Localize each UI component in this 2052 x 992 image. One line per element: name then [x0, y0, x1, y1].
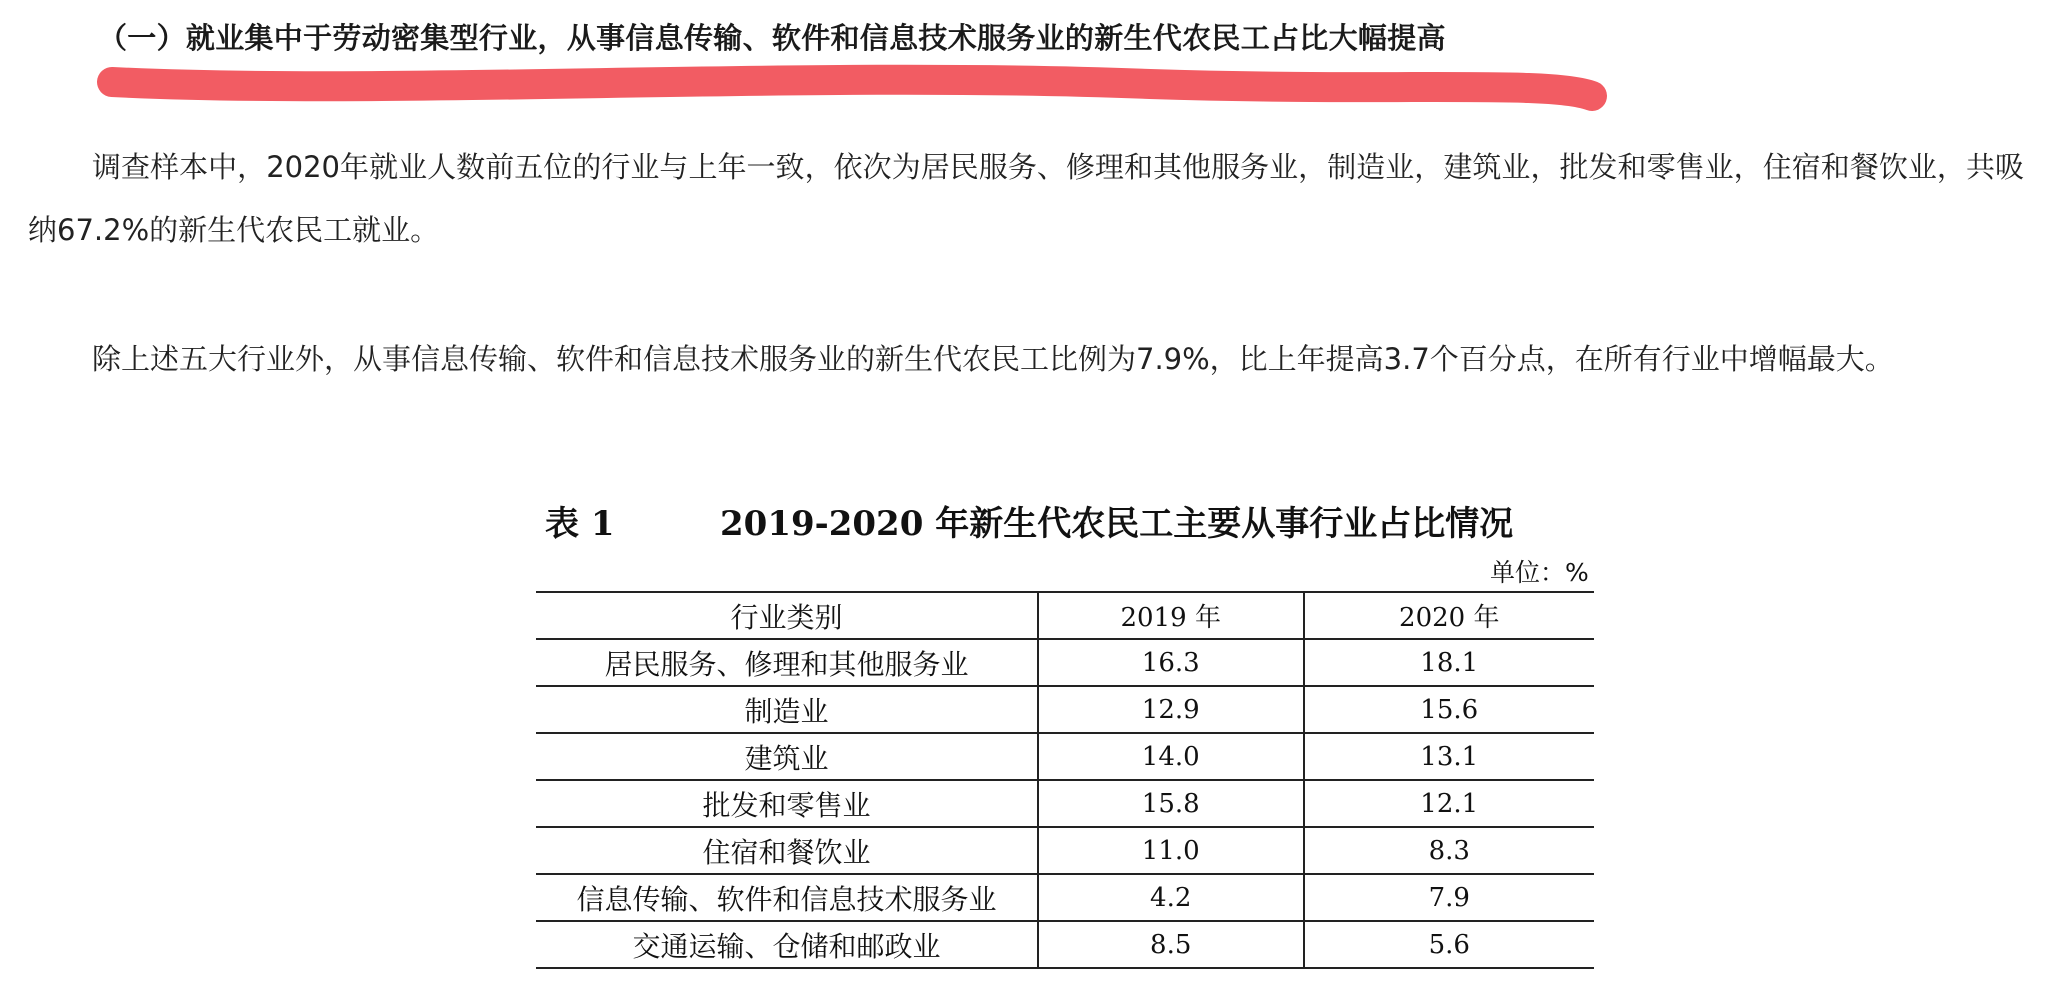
table-row	[536, 686, 1594, 733]
value-2020: 13.1	[1304, 733, 1595, 780]
table-row	[536, 827, 1594, 874]
industry-share-table	[536, 591, 1594, 969]
value-2019: 11.0	[1038, 827, 1304, 874]
header-2019: 2019 年	[1038, 592, 1304, 639]
table-caption: 2019-2020 年新生代农民工主要从事行业占比情况	[720, 504, 1514, 544]
value-2020: 18.1	[1304, 639, 1595, 686]
industry-name: 交通运输、仓储和邮政业	[632, 929, 941, 963]
industry-name: 制造业	[744, 694, 829, 728]
table-unit: 单位：%	[1490, 558, 1589, 587]
value-2019: 14.0	[1038, 733, 1304, 780]
value-2020: 7.9	[1304, 874, 1595, 921]
value-2019: 8.5	[1038, 921, 1304, 968]
value-2019: 4.2	[1038, 874, 1304, 921]
value-2020: 5.6	[1304, 921, 1595, 968]
value-2019: 16.3	[1038, 639, 1304, 686]
industry-name: 居民服务、修理和其他服务业	[604, 647, 969, 681]
table-row	[536, 874, 1594, 921]
section-heading: （一）就业集中于劳动密集型行业，从事信息传输、软件和信息技术服务业的新生代农民工占比大幅提高	[98, 21, 1446, 55]
table-row	[536, 733, 1594, 780]
paragraph-employment-top-five: 调查样本中，2020年就业人数前五位的行业与上年一致，依次为居民服务、修理和其他服务业，制造业，建筑业，批发和零售业，住宿和餐饮业，共吸纳67.2%的新生代农民工就业。	[28, 150, 2024, 247]
industry-name: 信息传输、软件和信息技术服务业	[576, 882, 997, 916]
header-industry: 行业类别	[730, 600, 843, 634]
table-header-row	[536, 592, 1594, 639]
paragraph-it-services: 除上述五大行业外，从事信息传输、软件和信息技术服务业的新生代农民工比例为7.9%，比上年提高3.7个百分点，在所有行业中增幅最大。	[92, 342, 1894, 376]
value-2019: 12.9	[1038, 686, 1304, 733]
industry-name: 批发和零售业	[702, 788, 871, 822]
value-2020: 8.3	[1304, 827, 1595, 874]
value-2020: 12.1	[1304, 780, 1595, 827]
value-2019: 15.8	[1038, 780, 1304, 827]
industry-name: 住宿和餐饮业	[702, 835, 871, 869]
value-2020: 15.6	[1304, 686, 1595, 733]
table-row	[536, 639, 1594, 686]
table-row	[536, 780, 1594, 827]
industry-name: 建筑业	[744, 741, 829, 775]
table-label: 表 1	[545, 504, 615, 544]
header-2020: 2020 年	[1304, 592, 1595, 639]
table-row	[536, 921, 1594, 968]
